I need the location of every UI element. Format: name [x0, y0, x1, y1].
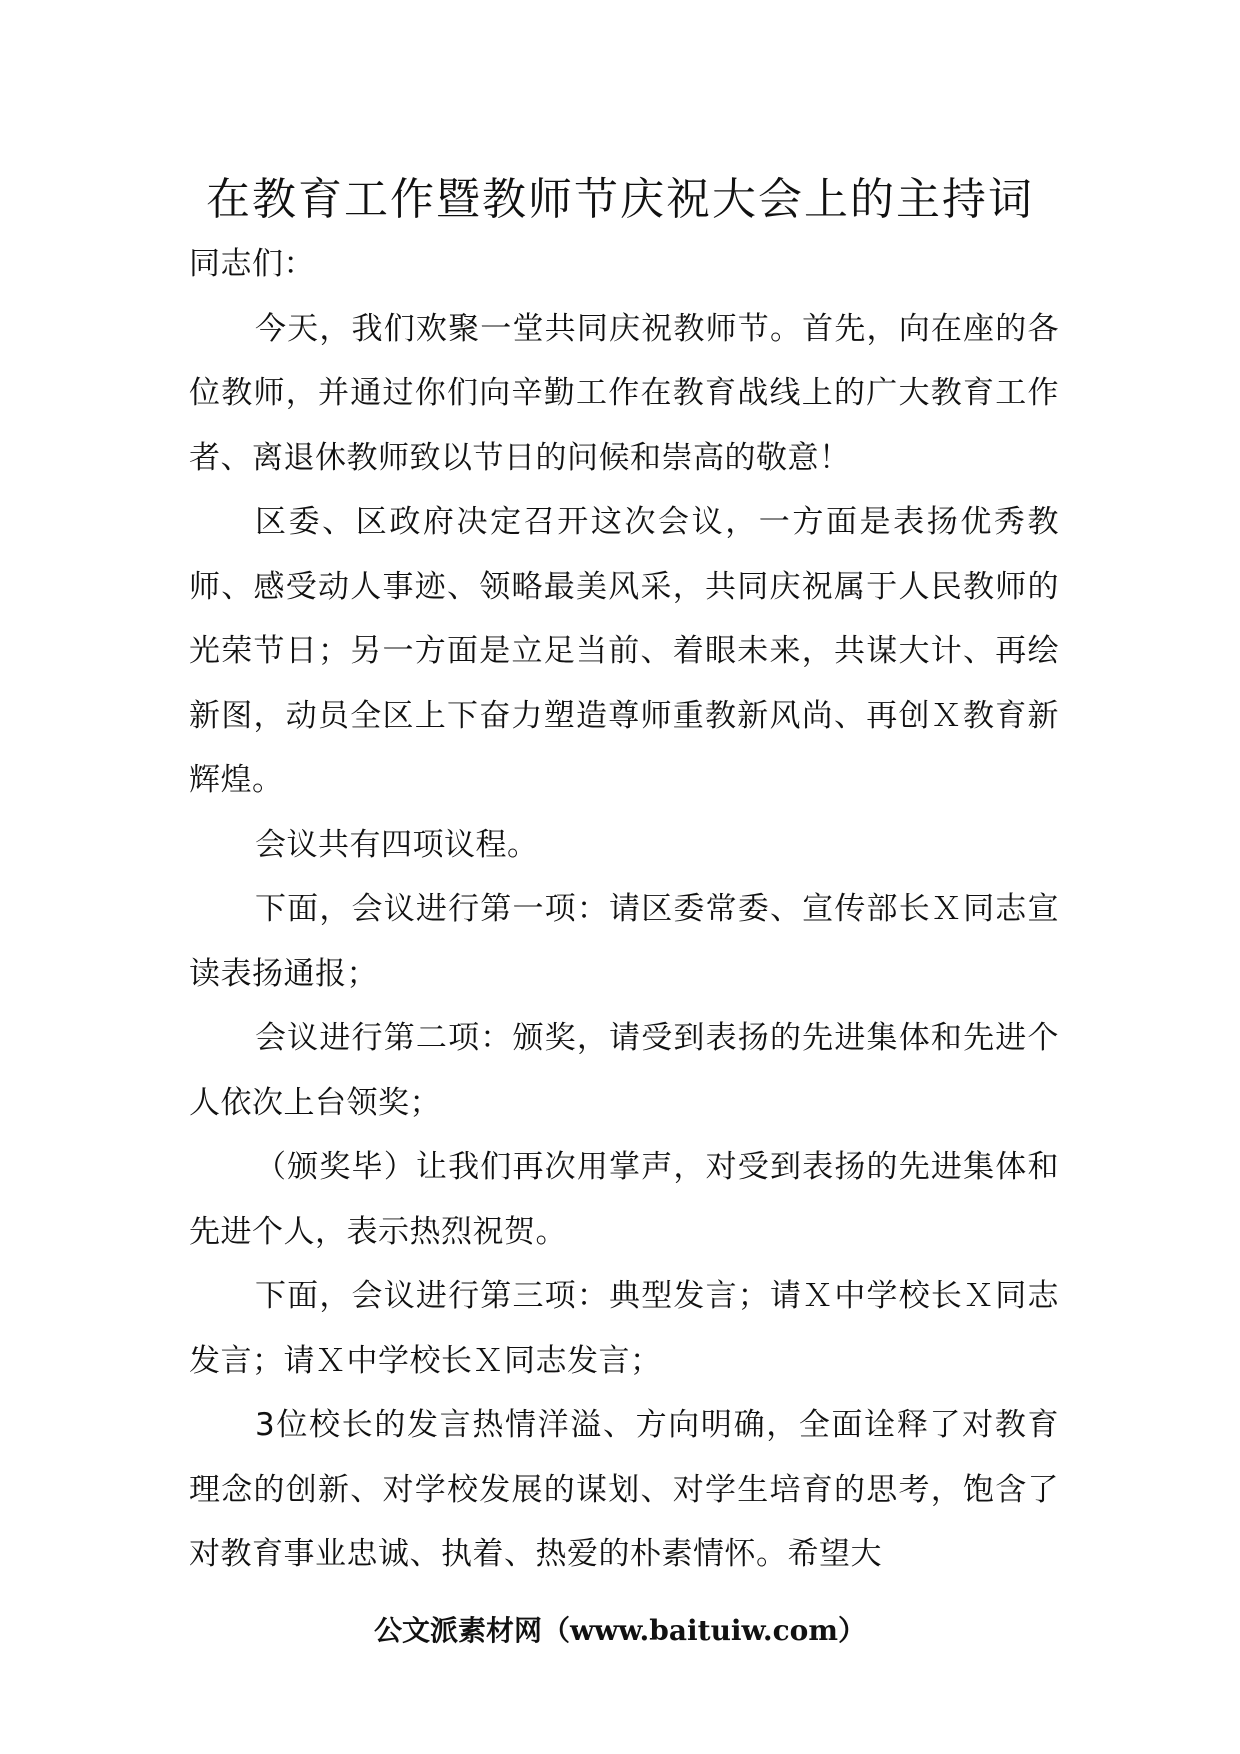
paragraph-1: 今天，我们欢聚一堂共同庆祝教师节。首先，向在座的各位教师，并通过你们向辛勤工作在教育战线上的广大教育工作者、离退休教师致以节日的问候和崇高的敬意！	[189, 310, 1059, 476]
paragraph-2: 区委、区政府决定召开这次会议，一方面是表扬优秀教师、感受动人事迹、领略最美风采，共同庆祝属于人民教师的光荣节日；另一方面是立足当前、着眼未来，共谋大计、再绘新图，动员全区上下奋力塑造尊师重教新风尚、再创Ｘ教育新辉煌。	[189, 504, 1059, 798]
paragraph-8: 3位校长的发言热情洋溢、方向明确，全面诠释了对教育理念的创新、对学校发展的谋划、对学生培育的思考，饱含了对教育事业忠诚、执着、热爱的朴素情怀。希望大	[189, 1407, 1059, 1572]
paragraph-7: 下面，会议进行第三项：典型发言；请Ｘ中学校长Ｘ同志发言；请Ｘ中学校长Ｘ同志发言；	[189, 1278, 1059, 1379]
footer-watermark: 公文派素材网（www.baituiw.com）	[374, 1614, 866, 1647]
paragraph-4: 下面，会议进行第一项：请区委常委、宣传部长Ｘ同志宣读表扬通报；	[189, 891, 1059, 992]
paragraph-5: 会议进行第二项：颁奖，请受到表扬的先进集体和先进个人依次上台领奖；	[189, 1020, 1059, 1121]
salutation: 同志们：	[189, 246, 315, 282]
document-title: 在教育工作暨教师节庆祝大会上的主持词	[206, 174, 1034, 225]
paragraph-6: （颁奖毕）让我们再次用掌声，对受到表扬的先进集体和先进个人，表示热烈祝贺。	[189, 1149, 1059, 1250]
document-body	[189, 232, 1059, 1587]
paragraph-3: 会议共有四项议程。	[255, 826, 539, 863]
